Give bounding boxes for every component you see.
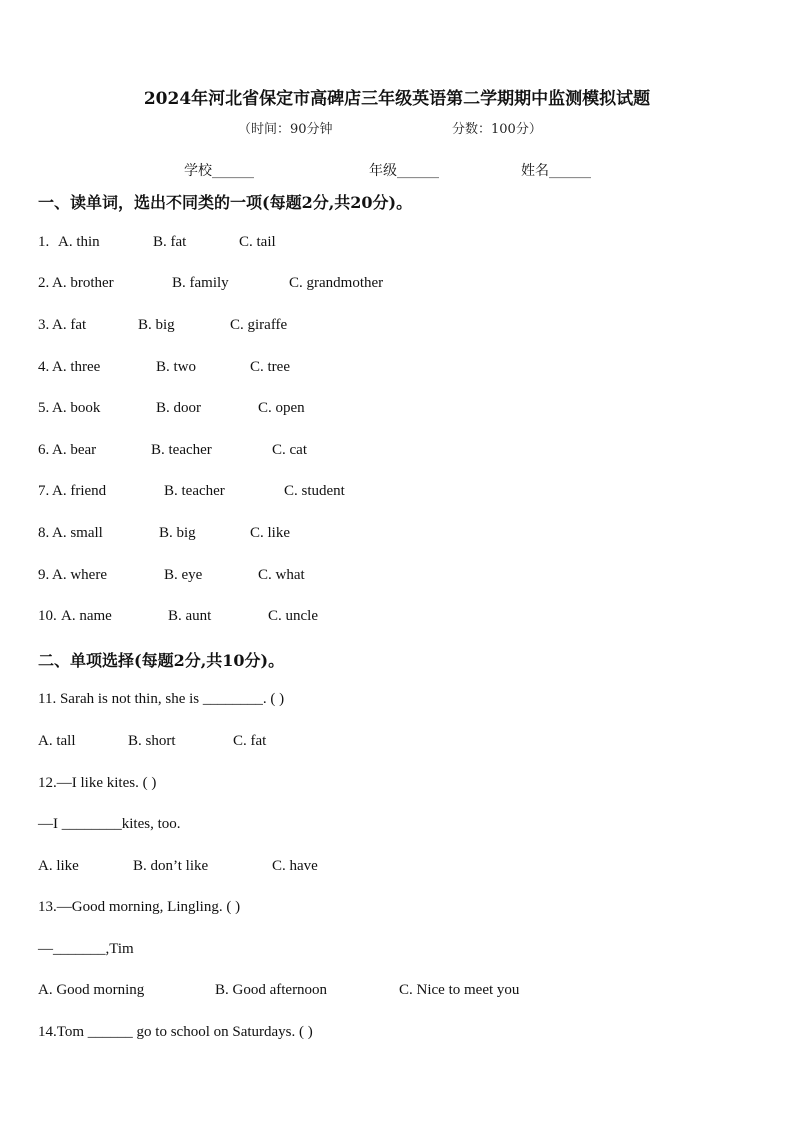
option-a: A. three: [52, 359, 101, 375]
option-b: B. aunt: [168, 608, 212, 624]
school-field: 学校______: [184, 163, 254, 179]
question-12-reply: —I ________kites, too.: [38, 816, 181, 832]
exam-score: 分数：100分）: [452, 122, 542, 137]
option-a: A. fat: [52, 317, 87, 333]
option-c: C. uncle: [268, 608, 318, 624]
option-b: B. teacher: [151, 442, 212, 458]
option-b: B. short: [128, 733, 176, 749]
option-c: C. Nice to meet you: [399, 982, 520, 998]
question-11-stem: 11. Sarah is not thin, she is ________. ( ): [38, 691, 285, 707]
option-c: C. what: [258, 567, 305, 583]
option-c: C. cat: [272, 442, 307, 458]
option-a: A. like: [38, 858, 79, 874]
option-a: A. brother: [52, 275, 114, 291]
question-number: 3.: [38, 317, 50, 333]
option-c: C. giraffe: [230, 317, 288, 333]
option-c: C. like: [250, 525, 290, 541]
question-14-stem: 14.Tom ______ go to school on Saturdays. ( ): [38, 1024, 313, 1040]
option-a: A. small: [52, 525, 103, 541]
option-b: B. family: [172, 275, 229, 291]
option-b: B. two: [156, 359, 197, 375]
option-a: A. friend: [52, 483, 107, 499]
section2-heading: 二、单项选择(每题2分,共10分)。: [38, 651, 285, 670]
question-number: 4.: [38, 359, 50, 375]
option-a: A. Good morning: [38, 982, 145, 998]
question-12-stem: 12.—I like kites. ( ): [38, 775, 157, 791]
option-a: A. book: [52, 400, 101, 416]
question-number: 10.: [38, 608, 57, 624]
option-a: A. bear: [52, 442, 97, 458]
option-b: B. big: [159, 525, 196, 541]
question-13-reply: —_______,Tim: [38, 941, 134, 957]
option-b: B. big: [138, 317, 175, 333]
question-number: 1.: [38, 234, 50, 250]
question-number: 7.: [38, 483, 50, 499]
question-number: 8.: [38, 525, 50, 541]
question-13-stem: 13.—Good morning, Lingling. ( ): [38, 899, 241, 915]
question-number: 2.: [38, 275, 50, 291]
option-c: C. tree: [250, 359, 290, 375]
option-b: B. don’t like: [133, 858, 209, 874]
option-c: C. open: [258, 400, 305, 416]
option-a: A. where: [52, 567, 107, 583]
option-c: C. have: [272, 858, 318, 874]
option-b: B. Good afternoon: [215, 982, 328, 998]
option-b: B. eye: [164, 567, 203, 583]
question-number: 6.: [38, 442, 50, 458]
option-c: C. fat: [233, 733, 267, 749]
option-c: C. student: [284, 483, 345, 499]
option-c: C. tail: [239, 234, 276, 250]
option-a: A. tall: [38, 733, 76, 749]
option-c: C. grandmother: [289, 275, 384, 291]
question-number: 5.: [38, 400, 50, 416]
option-b: B. teacher: [164, 483, 225, 499]
exam-title: 2024年河北省保定市高碑店三年级英语第二学期期中监测模拟试题: [143, 89, 651, 109]
grade-field: 年级______: [369, 163, 439, 179]
option-b: B. door: [156, 400, 201, 416]
option-a: A. name: [61, 608, 112, 624]
section1-heading: 一、读单词，选出不同类的一项(每题2分,共20分)。: [38, 193, 413, 212]
exam-time: （时间：90分钟: [238, 122, 333, 137]
name-field: 姓名______: [521, 163, 591, 179]
option-a: A. thin: [58, 234, 100, 250]
option-b: B. fat: [153, 234, 187, 250]
question-number: 9.: [38, 567, 50, 583]
